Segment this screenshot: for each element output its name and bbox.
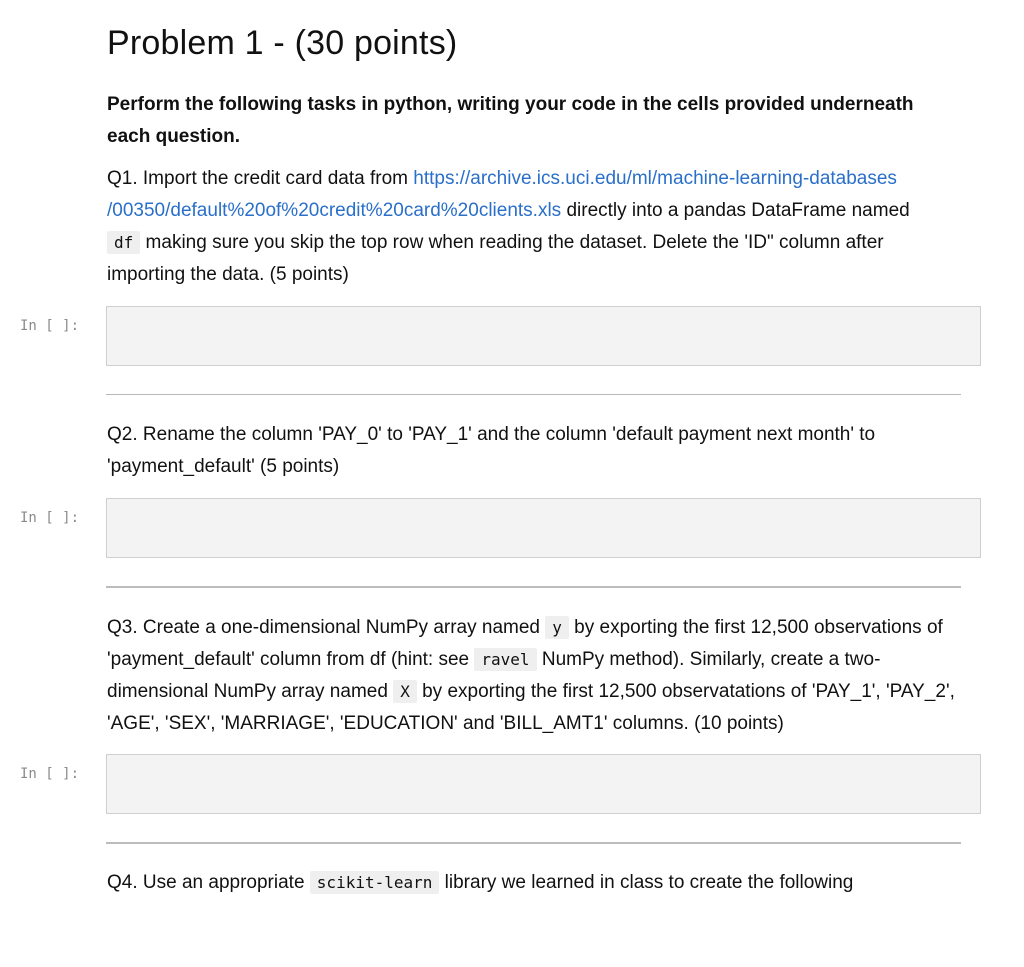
q2-markdown [107, 419, 962, 483]
code-cell-q3[interactable] [106, 754, 981, 814]
inline-code-y: y [545, 616, 569, 639]
q3-text-part: NumPy method). Similarly, create a two-dimensional NumPy array named [107, 649, 881, 702]
inline-code-df: df [107, 231, 140, 254]
q1-text-part: making sure you skip the top row when reading the dataset. Delete the 'ID" column after importing the data. (5 points) [107, 232, 884, 285]
q4-markdown [107, 867, 962, 899]
dataset-link-line1[interactable]: https://archive.ics.uci.edu/ml/machine-learning-databases [413, 168, 897, 189]
q4-text-part: library we learned in class to create the following [439, 872, 854, 893]
page-title: Problem 1 - (30 points) [107, 24, 458, 62]
code-cell-q1[interactable] [106, 306, 981, 366]
q3-text-part: Q3. Create a one-dimensional NumPy array named [107, 617, 546, 638]
q1-text-part: Q1. Import the credit card data from [107, 168, 414, 189]
q2-text: Q2. Rename the column 'PAY_0' to 'PAY_1' and the column 'default payment next month' to 'payment_default' (5 points) [107, 424, 876, 477]
inline-code-scikit-learn: scikit-learn [310, 871, 440, 894]
instructions-text: Perform the following tasks in python, writing your code in the cells provided underneath each question. [107, 94, 914, 147]
q3-markdown [107, 612, 962, 740]
dataset-link-line2[interactable]: /00350/default%20of%20credit%20card%20clients.xls [107, 200, 562, 221]
cell-prompt: In [ ]: [20, 766, 80, 782]
q3-text-part: by exporting the first 12,500 observations of 'payment_default' column from df (hint: see [107, 617, 943, 670]
q3-text-part: by exporting the first 12,500 observatations of 'PAY_1', 'PAY_2', 'AGE', 'SEX', 'MARRIAGE', 'EDUCATION' and 'BILL_AMT1' columns. (10 points) [107, 681, 955, 734]
inline-code-X: X [393, 680, 417, 703]
q4-text [107, 867, 962, 899]
code-cell-q2[interactable] [106, 498, 981, 558]
divider [106, 394, 961, 395]
divider [106, 842, 961, 844]
cell-prompt: In [ ]: [20, 318, 80, 334]
problem-title-cell [107, 24, 962, 63]
cell-prompt: In [ ]: [20, 510, 80, 526]
q4-text-part: Q4. Use an appropriate [107, 872, 310, 893]
q1-text-part: directly into a pandas DataFrame named [561, 200, 910, 221]
inline-code-ravel: ravel [474, 648, 536, 671]
q1-text [107, 163, 962, 291]
q1-markdown [107, 163, 962, 291]
instructions-cell [107, 89, 962, 153]
q3-text [107, 612, 962, 740]
divider [106, 586, 961, 588]
